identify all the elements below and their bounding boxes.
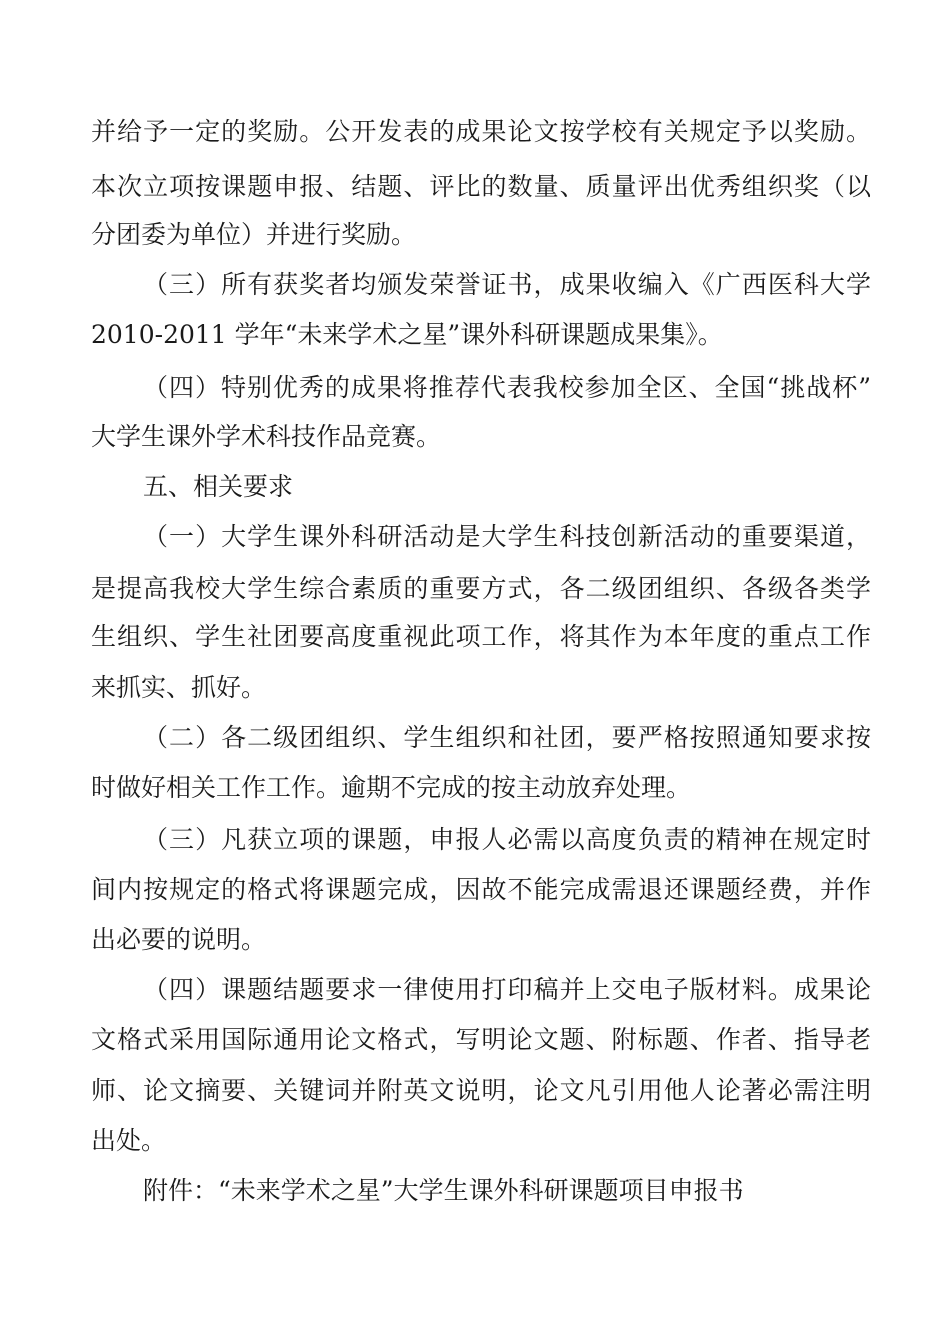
paragraph-4-line-2: 大学生课外学术科技作品竞赛。 bbox=[91, 422, 442, 451]
requirement-2-line-1: （二）各二级团组织、学生组织和社团，要严格按照通知要求按 bbox=[143, 723, 871, 752]
requirement-4-line-3: 师、论文摘要、关键词并附英文说明，论文凡引用他人论著必需注明 bbox=[91, 1076, 871, 1105]
requirement-1-line-2: 是提高我校大学生综合素质的重要方式，各二级团组织、各级各类学 bbox=[91, 574, 871, 603]
paragraph-3-line-1: （三）所有获奖者均颁发荣誉证书，成果收编入《广西医科大学 bbox=[143, 270, 871, 299]
attachment-line: 附件：“未来学术之星”大学生课外科研课题项目申报书 bbox=[143, 1176, 744, 1205]
text-line-3: 分团委为单位）并进行奖励。 bbox=[91, 220, 417, 249]
requirement-4-line-1: （四）课题结题要求一律使用打印稿并上交电子版材料。成果论 bbox=[143, 975, 871, 1004]
text-line-2: 本次立项按课题申报、结题、评比的数量、质量评出优秀组织奖（以 bbox=[91, 172, 871, 201]
text-line-1: 并给予一定的奖励。公开发表的成果论文按学校有关规定予以奖励。 bbox=[91, 117, 871, 146]
requirement-2-line-2: 时做好相关工作工作。逾期不完成的按主动放弃处理。 bbox=[91, 773, 692, 802]
requirement-4-line-2: 文格式采用国际通用论文格式，写明论文题、附标题、作者、指导老 bbox=[91, 1025, 871, 1054]
paragraph-4-line-1: （四）特别优秀的成果将推荐代表我校参加全区、全国“挑战杯” bbox=[143, 373, 871, 402]
requirement-3-line-2: 间内按规定的格式将课题完成，因故不能完成需退还课题经费，并作 bbox=[91, 875, 871, 904]
requirement-1-line-4: 来抓实、抓好。 bbox=[91, 673, 267, 702]
requirement-3-line-3: 出必要的说明。 bbox=[91, 925, 267, 954]
requirement-1-line-3: 生组织、学生社团要高度重视此项工作，将其作为本年度的重点工作 bbox=[91, 622, 871, 651]
section-heading: 五、相关要求 bbox=[143, 472, 294, 501]
requirement-1-line-1: （一）大学生课外科研活动是大学生科技创新活动的重要渠道， bbox=[143, 522, 871, 551]
requirement-3-line-1: （三）凡获立项的课题，申报人必需以高度负责的精神在规定时 bbox=[143, 825, 871, 854]
paragraph-3-line-2: 2010-2011 学年“未来学术之星”课外科研课题成果集》。 bbox=[91, 320, 723, 349]
requirement-4-line-4: 出处。 bbox=[91, 1126, 167, 1155]
